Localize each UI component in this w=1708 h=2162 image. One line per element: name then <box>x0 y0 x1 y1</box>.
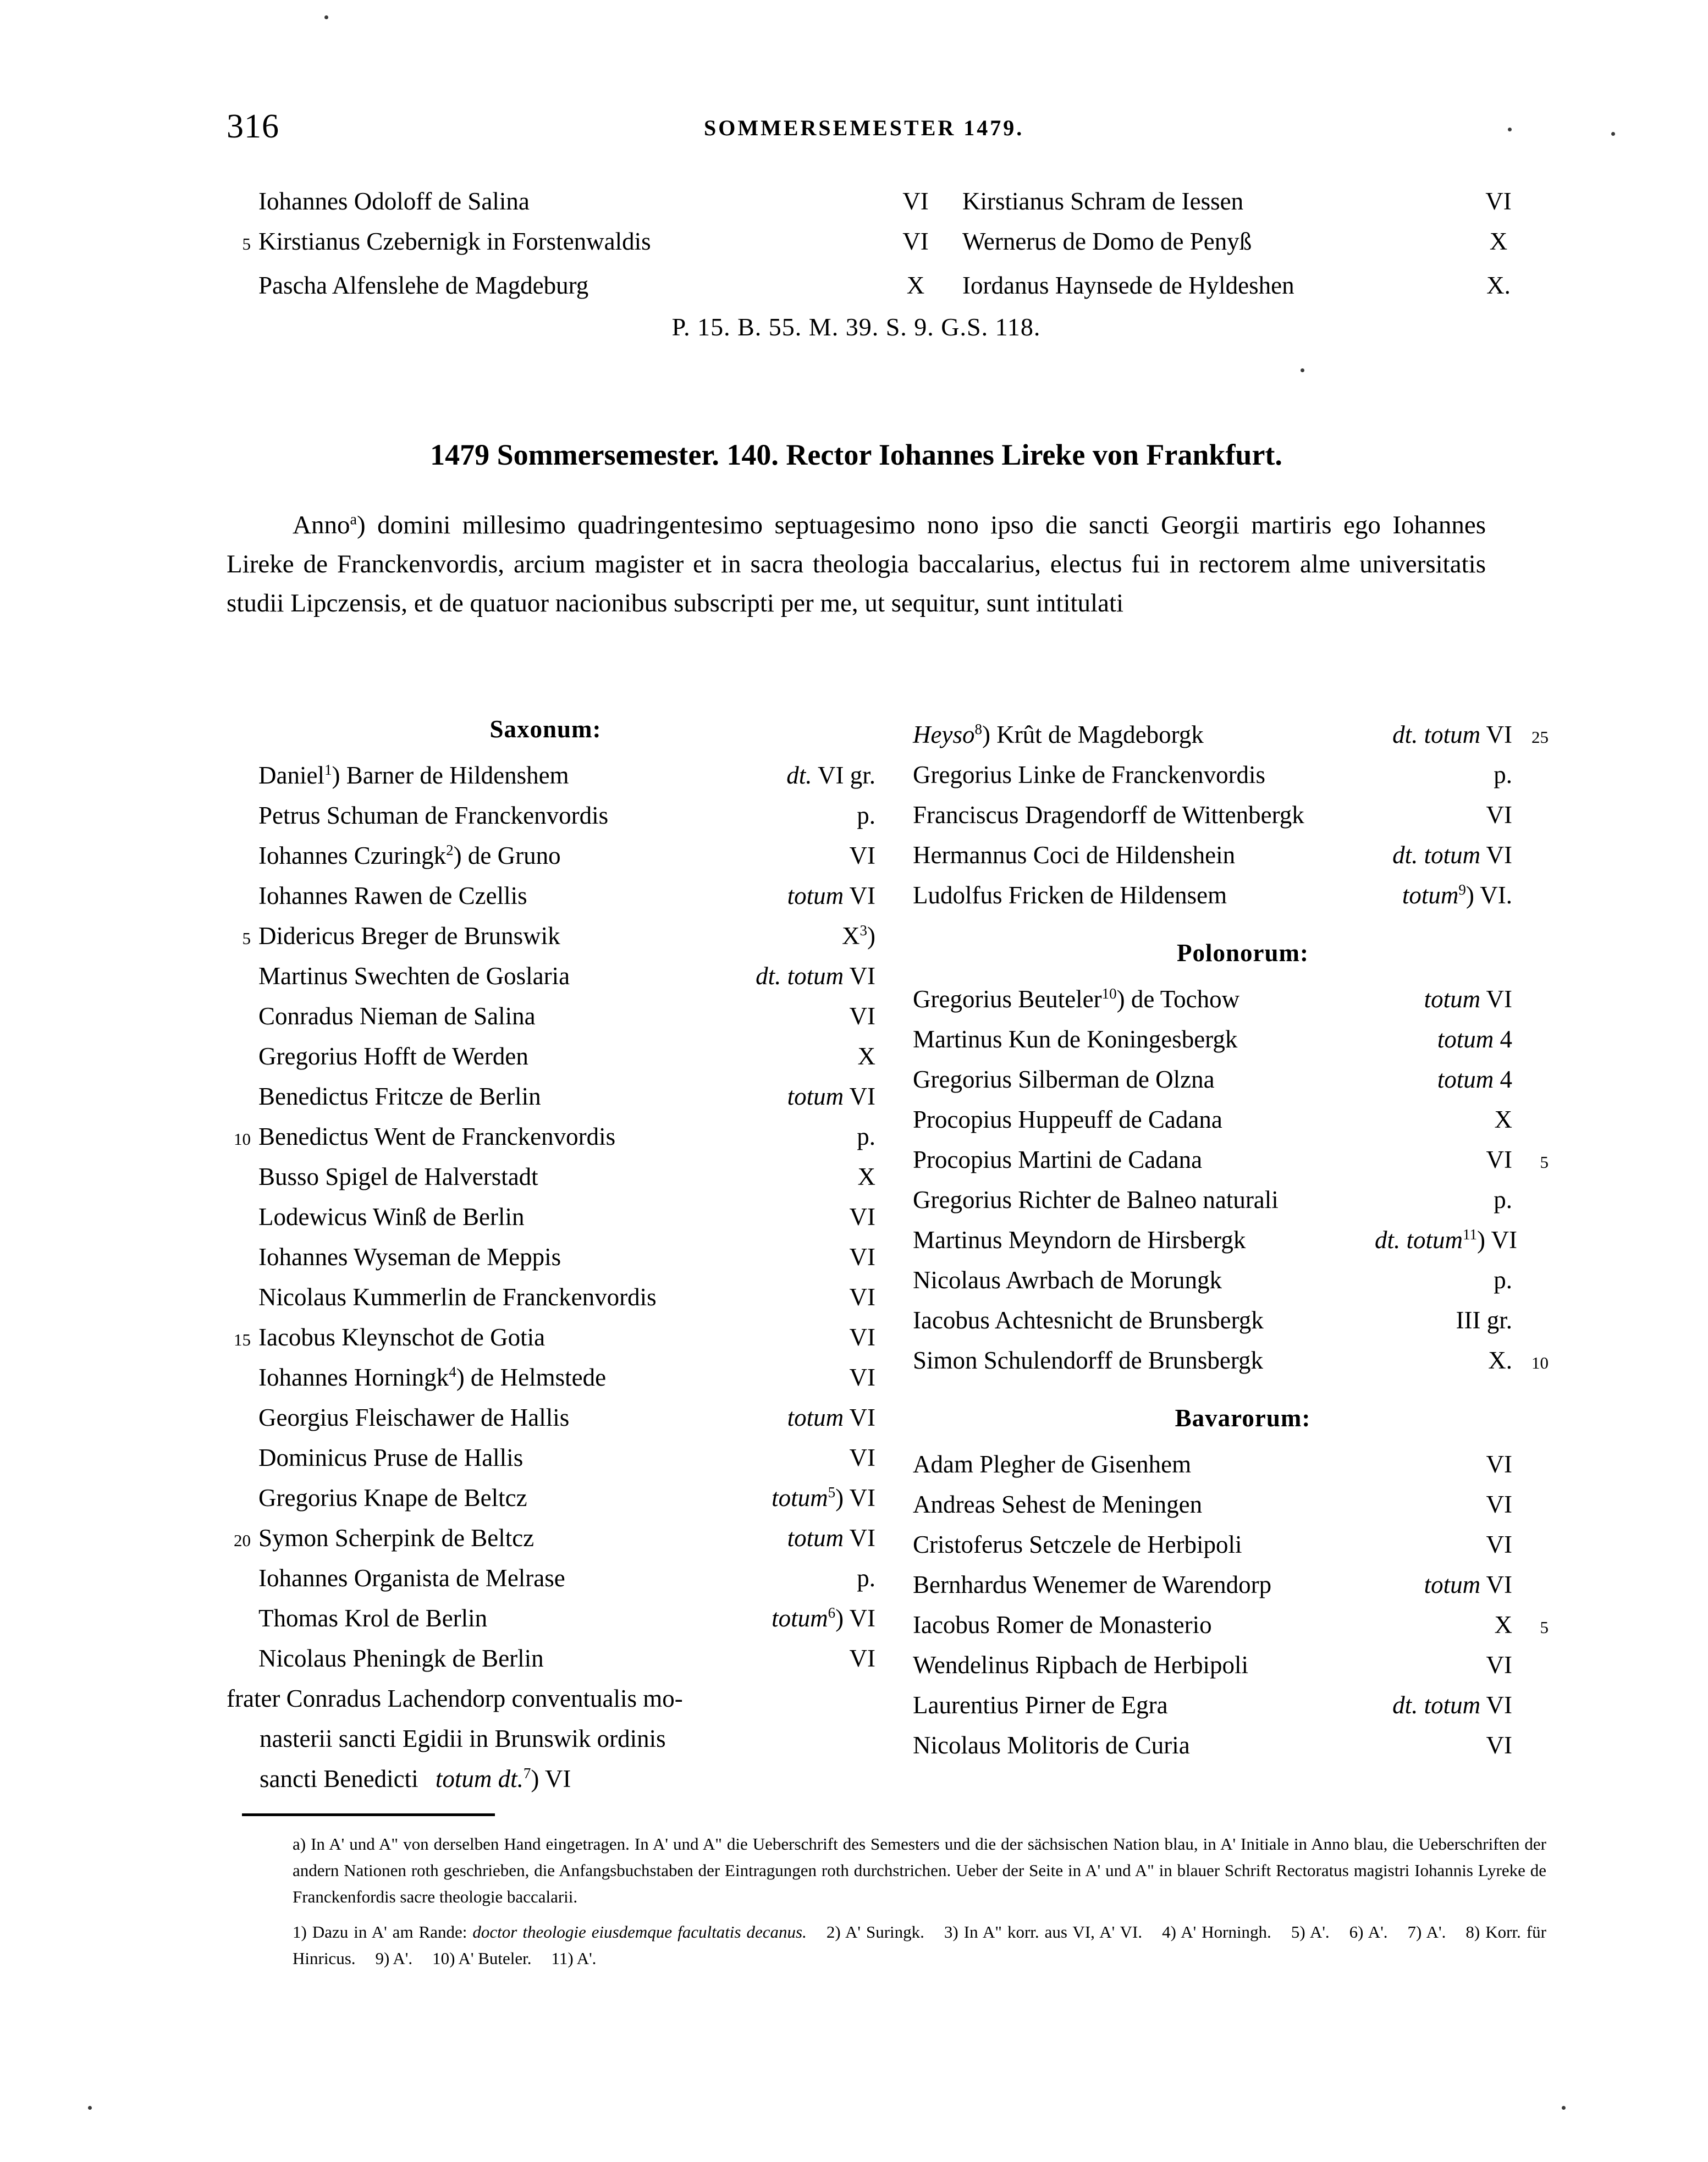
right-column <box>913 715 1573 1766</box>
marginal-line-number: 5 <box>1540 1618 1549 1637</box>
entry-sum <box>1364 1260 1512 1300</box>
entry-sum-roman: VI <box>849 1524 875 1552</box>
list-item <box>227 796 875 836</box>
entry-sum-roman: VI <box>849 1283 875 1311</box>
list-item <box>913 795 1573 835</box>
entry-sum-roman: X <box>1494 1611 1512 1639</box>
wrapped-entry-sum <box>425 1765 571 1793</box>
entry-sum: $X^3$) <box>842 922 875 950</box>
line-number: 15 <box>234 1330 251 1349</box>
footnote-marker: 5 <box>828 1484 836 1501</box>
footnote-8: 8) Korr. für Hinricus. <box>293 1922 1546 1968</box>
entry-name: Bernhardus Wenemer de Warendorp <box>913 1571 1272 1598</box>
list-item <box>227 1558 875 1598</box>
entry-sum-roman: X <box>1494 1106 1512 1133</box>
entry-name-right: Wernerus de Domo de Penyß <box>962 228 1252 255</box>
left-column <box>227 715 875 1799</box>
list-item <box>913 835 1573 875</box>
entry-sum-roman: VI <box>849 1083 875 1110</box>
list-item <box>913 1341 1573 1381</box>
entry-name: Cristoferus Setczele de Herbipoli <box>913 1531 1242 1558</box>
intro-lead: Anno <box>293 511 350 539</box>
wrapped-entry <box>227 1679 864 1799</box>
entry-sum-roman: p. <box>1494 1266 1512 1294</box>
entry-sum-roman: 4 <box>1500 1066 1512 1093</box>
entry-name: Daniel$^1$) Barner de Hildenshem <box>258 762 569 789</box>
list-item <box>227 1478 875 1518</box>
entry-sum <box>705 996 875 1036</box>
list-item <box>913 1685 1573 1725</box>
footnote-marker: 8 <box>974 721 982 737</box>
list-item <box>227 1358 875 1398</box>
entry-sum-roman: X <box>842 922 860 950</box>
entry-sum <box>705 1277 875 1317</box>
scan-speck <box>324 15 328 19</box>
entry-sum-roman: VI <box>1486 1731 1512 1759</box>
entry-sum <box>1364 1645 1512 1685</box>
entry-sum <box>1364 1725 1512 1766</box>
entry-sum-roman: VI <box>1486 1691 1512 1719</box>
entry-name-left: Iohannes Odoloff de Salina <box>258 187 530 215</box>
entry-sum <box>705 1036 875 1077</box>
entry-name: Ludolfus Fricken de Hildensem <box>913 881 1227 909</box>
bavarorum-list <box>913 1444 1573 1766</box>
entry-sum <box>705 1558 875 1598</box>
entry-sum-roman: VI <box>1486 841 1512 869</box>
entry-sum-roman: VI <box>849 1444 875 1471</box>
entry-sum-italic: dt. <box>786 762 812 789</box>
entry-name: Benedictus Went de Franckenvordis <box>258 1123 616 1150</box>
entry-name: Nicolaus Pheningk de Berlin <box>258 1645 544 1672</box>
entry-sum-right: X. <box>1486 272 1511 299</box>
entry-sum-roman: VI <box>849 1364 875 1391</box>
entry-sum <box>1364 1180 1512 1220</box>
entry-sum-roman: VI <box>849 882 875 909</box>
entry-sum-roman: III gr. <box>1456 1306 1512 1334</box>
list-item <box>913 1140 1573 1180</box>
entry-sum-roman: VI <box>849 1002 875 1030</box>
entry-sum <box>705 1317 875 1358</box>
entry-sum-italic: totum <box>787 882 844 909</box>
footnote-rule <box>242 1813 495 1816</box>
entry-sum-italic: dt. totum <box>1375 1226 1463 1254</box>
entry-sum-roman: X <box>857 1163 875 1190</box>
entry-sum-roman: VI <box>849 1404 875 1431</box>
list-item <box>913 1180 1573 1220</box>
list-item <box>227 836 875 876</box>
list-item <box>913 1300 1573 1341</box>
marginal-line-number: 5 <box>1540 1152 1549 1172</box>
list-item <box>227 916 875 956</box>
entry-sum <box>705 1438 875 1478</box>
entry-sum-italic: totum <box>1402 881 1459 909</box>
footnote-7: 7) A'. <box>1407 1922 1446 1942</box>
entry-name: Gregorius Knape de Beltcz <box>258 1484 527 1512</box>
footnote-marker: 6 <box>828 1604 836 1621</box>
entry-sum-roman: p. <box>857 1564 875 1592</box>
entry-sum <box>705 755 875 796</box>
entry-name: Thomas Krol de Berlin <box>258 1604 488 1632</box>
section-title: 1479 Sommersemester. 140. Rector Iohannes Lireke von Frankfurt. <box>430 438 1282 471</box>
entry-name-italic: Heyso <box>913 721 975 748</box>
entry-name: Iacobus Achtesnicht de Brunsbergk <box>913 1306 1264 1334</box>
list-item <box>913 1019 1573 1060</box>
list-item <box>913 1220 1573 1260</box>
list-item <box>913 1525 1573 1565</box>
polonorum-list <box>913 979 1573 1381</box>
entry-sum-roman: X. <box>1488 1347 1512 1374</box>
entry-name: Iohannes Organista de Melrase <box>258 1564 565 1592</box>
running-head <box>0 110 1708 143</box>
entry-sum <box>1364 1685 1512 1725</box>
entry-sum-left: X <box>906 272 925 299</box>
line-number: 20 <box>234 1531 251 1550</box>
entry-name-right: Kirstianus Schram de Iessen <box>962 187 1244 215</box>
footnote-1-italic: doctor theologie eiusdemque facultatis decanus. <box>472 1922 807 1942</box>
footnote-9: 9) A'. <box>375 1949 413 1968</box>
entry-sum-roman: VI <box>1486 1651 1512 1679</box>
list-item <box>913 1100 1573 1140</box>
entry-sum-left: VI <box>902 187 929 215</box>
entry-sum-italic: dt. totum <box>1392 1691 1481 1719</box>
entry-name: Gregorius Hofft de Werden <box>258 1043 528 1070</box>
entry-sum <box>705 836 875 876</box>
entry-name-left: Pascha Alfenslehe de Magdeburg <box>258 272 589 299</box>
entry-sum: totum$^9$) VI. <box>1402 881 1512 909</box>
list-item <box>227 1036 875 1077</box>
entry-sum <box>705 1117 875 1157</box>
entry-sum <box>1364 1444 1512 1485</box>
intro-paragraph <box>227 506 1486 623</box>
list-item <box>227 996 875 1036</box>
list-item <box>227 1277 875 1317</box>
entry-name: Hermannus Coci de Hildenshein <box>913 841 1236 869</box>
entry-sum <box>1364 979 1512 1019</box>
entry-name: Procopius Huppeuff de Cadana <box>913 1106 1222 1133</box>
list-item <box>227 1639 875 1679</box>
list-item <box>913 875 1573 915</box>
wrapped-entry-line2: nasterii sancti Egidii in Brunswik ordinis <box>260 1725 666 1752</box>
entry-sum-roman: VI <box>849 1203 875 1231</box>
entry-name: Franciscus Dragendorff de Wittenbergk <box>913 801 1304 829</box>
totals-line: P. 15. B. 55. M. 39. S. 9. G.S. 118. <box>671 313 1041 341</box>
footnote-marker: 10 <box>1101 985 1117 1002</box>
entry-name: Nicolaus Molitoris de Curia <box>913 1731 1190 1759</box>
entry-sum-roman: VI <box>849 842 875 869</box>
entry-name: Lodewicus Winß de Berlin <box>258 1203 525 1231</box>
entry-sum <box>1364 1485 1512 1525</box>
entry-name: Wendelinus Ripbach de Herbipoli <box>913 1651 1248 1679</box>
list-item <box>913 1444 1573 1485</box>
footnote-marker: 3 <box>859 922 867 939</box>
entry-name: Iohannes Wyseman de Meppis <box>258 1243 561 1271</box>
entry-sum-roman: p. <box>857 802 875 829</box>
entry-sum-roman: VI. <box>1480 881 1512 909</box>
entry-name: Iacobus Romer de Monasterio <box>913 1611 1212 1639</box>
intro-body: ) domini millesimo quadringentesimo septuagesimo nono ipso die sancti Georgii martiris ego Iohannes Lireke de Franckenvordis, arcium magister et in sacra theologia baccalarius, electus fui in rectorem alme universitatis studii Lipczensis, et de quatuor nacionibus subscripti per me, ut sequitur, sunt intitulati <box>227 511 1486 617</box>
entry-sum-roman: VI <box>849 1645 875 1672</box>
entry-sum <box>705 1518 875 1558</box>
entry-name-left: Kirstianus Czebernigk in Forstenwaldis <box>258 228 651 255</box>
entry-sum-italic: totum <box>787 1404 844 1431</box>
list-item <box>227 956 875 996</box>
entry-sum-roman: VI <box>1486 1146 1512 1173</box>
list-item <box>227 1518 875 1558</box>
entry-sum <box>705 1197 875 1237</box>
footnote-marker-7: 7 <box>523 1765 531 1782</box>
entry-sum-roman: p. <box>857 1123 875 1150</box>
entry-sum-italic: totum <box>1424 985 1481 1013</box>
entry-sum <box>705 1077 875 1117</box>
footnote-marker: 1 <box>324 762 332 778</box>
entry-name: Martinus Kun de Koningesbergk <box>913 1025 1238 1053</box>
list-item <box>913 1485 1573 1525</box>
entry-name: Adam Plegher de Gisenhem <box>913 1450 1192 1478</box>
footnote-numbered-list <box>227 1919 1546 1972</box>
entry-name: Martinus Meyndorn de Hirsbergk <box>913 1226 1246 1254</box>
table-row <box>227 266 1511 306</box>
entry-sum <box>705 1358 875 1398</box>
footnote-4: 4) A' Horningh. <box>1162 1922 1271 1942</box>
wrapped-entry-line3-row <box>227 1759 864 1799</box>
entry-sum-italic: dt. totum <box>1392 841 1481 869</box>
entry-sum-roman: VI <box>1486 985 1512 1013</box>
entry-sum-right: X <box>1489 228 1508 255</box>
entry-sum-roman: VI <box>1486 1571 1512 1598</box>
footnote-marker: 4 <box>449 1364 456 1380</box>
list-item <box>913 979 1573 1019</box>
entry-sum-roman: VI <box>1486 801 1512 829</box>
entry-sum-roman: p. <box>1494 761 1512 788</box>
footnote-3: 3) In A" korr. aus VI, A' VI. <box>944 1922 1143 1942</box>
entry-sum-roman: VI gr. <box>818 762 875 789</box>
entry-name: Simon Schulendorff de Brunsbergk <box>913 1347 1264 1374</box>
wrapped-entry-sum-italic: totum dt. <box>435 1765 524 1793</box>
entry-sum <box>1364 1525 1512 1565</box>
nation-heading-saxonum: Saxonum: <box>489 715 602 743</box>
entry-sum: totum$^6$) VI <box>772 1604 875 1632</box>
entry-sum <box>705 1639 875 1679</box>
right-saxonum-list <box>913 715 1573 915</box>
entry-sum-roman: VI <box>849 1243 875 1271</box>
entry-sum <box>1364 1019 1512 1060</box>
entry-name: Martinus Swechten de Goslaria <box>258 962 570 990</box>
wrapped-entry-sum-roman: ) VI <box>531 1765 571 1793</box>
list-item <box>227 1117 875 1157</box>
entry-name: Gregorius Beuteler$^{10}$) de Tochow <box>913 985 1240 1013</box>
entry-name: Iohannes Horningk$^4$) de Helmstede <box>258 1364 607 1391</box>
entry-sum <box>705 956 875 996</box>
entry-sum-italic: dt. totum <box>756 962 844 990</box>
entry-sum-roman: VI <box>849 1323 875 1351</box>
entry-sum-roman: VI <box>1486 1491 1512 1518</box>
list-item <box>227 1157 875 1197</box>
entry-sum-roman: VI <box>849 962 875 990</box>
footnote-1-pre: 1) Dazu in A' am Rande: <box>293 1922 473 1942</box>
line-number: 10 <box>234 1129 251 1149</box>
entry-sum-italic: totum <box>772 1484 828 1512</box>
entry-name: Laurentius Pirner de Egra <box>913 1691 1168 1719</box>
entry-name: Busso Spigel de Halverstadt <box>258 1163 538 1190</box>
entry-sum-italic: totum <box>1424 1571 1481 1598</box>
entry-name: Iacobus Kleynschot de Gotia <box>258 1323 546 1351</box>
entry-sum-roman: VI <box>1491 1226 1517 1254</box>
table-row <box>227 181 1512 222</box>
entry-sum <box>705 1398 875 1438</box>
footnote-block <box>227 1831 1546 1981</box>
table-row <box>227 222 1508 266</box>
list-item <box>913 1605 1573 1645</box>
footnote-5: 5) A'. <box>1291 1922 1330 1942</box>
list-item <box>227 1237 875 1277</box>
scan-speck <box>88 2106 92 2110</box>
entry-name: Didericus Breger de Brunswik <box>258 922 560 950</box>
page-number: 316 <box>227 108 279 145</box>
entry-sum-italic: dt. totum <box>1392 721 1481 748</box>
footnote-marker-a: a <box>350 511 357 528</box>
entry-sum <box>1364 1565 1512 1605</box>
entry-sum <box>1364 1140 1512 1180</box>
footnote-marker: 11 <box>1463 1226 1478 1243</box>
list-item <box>227 1077 875 1117</box>
entry-sum-right: VI <box>1485 187 1512 215</box>
entry-sum-roman: VI <box>849 1604 875 1632</box>
entry-name: Georgius Fleischawer de Hallis <box>258 1404 570 1431</box>
footnote-marker: 2 <box>446 842 454 858</box>
entry-sum-roman: p. <box>1494 1186 1512 1214</box>
list-item <box>227 1598 875 1639</box>
list-item <box>227 1317 875 1358</box>
entry-sum <box>1364 835 1512 875</box>
list-item <box>227 876 875 916</box>
line-number: 5 <box>242 234 251 253</box>
entry-sum <box>1364 1605 1512 1645</box>
entry-sum-roman: VI <box>1486 1531 1512 1558</box>
wrapped-entry-line3: sancti Benedicti <box>260 1765 418 1793</box>
footnote-11: 11) A'. <box>551 1949 597 1968</box>
entry-sum <box>705 1157 875 1197</box>
entry-name: Gregorius Silberman de Olzna <box>913 1066 1215 1093</box>
entry-name: Iohannes Rawen de Czellis <box>258 882 527 909</box>
entry-sum-roman: VI <box>1486 1450 1512 1478</box>
entry-sum-roman: 4 <box>1500 1025 1512 1053</box>
entry-sum-italic: totum <box>787 1083 844 1110</box>
left-entry-list <box>227 755 875 1679</box>
footnote-2: 2) A' Suringk. <box>826 1922 924 1942</box>
entry-sum-roman: X <box>857 1043 875 1070</box>
entry-name: Nicolaus Kummerlin de Franckenvordis <box>258 1283 657 1311</box>
entry-sum <box>705 796 875 836</box>
entry-sum <box>1364 1060 1512 1100</box>
footnote-6: 6) A'. <box>1349 1922 1388 1942</box>
line-number: 5 <box>242 929 251 948</box>
footnote-10: 10) A' Buteler. <box>432 1949 532 1968</box>
entry-name-right: Iordanus Haynsede de Hyldeshen <box>962 272 1294 299</box>
entry-sum <box>1364 795 1512 835</box>
entry-sum: totum$^5$) VI <box>772 1484 875 1512</box>
scan-speck <box>1301 368 1304 372</box>
list-item <box>227 1438 875 1478</box>
entry-sum <box>1364 1100 1512 1140</box>
marginal-line-number: 25 <box>1531 727 1549 747</box>
list-item <box>913 1725 1573 1766</box>
entry-name: Benedictus Fritcze de Berlin <box>258 1083 541 1110</box>
list-item <box>913 1565 1573 1605</box>
marginal-line-number: 10 <box>1531 1353 1549 1372</box>
entry-sum-italic: totum <box>772 1604 828 1632</box>
list-item <box>227 1197 875 1237</box>
nation-heading-bavarorum: Bavarorum: <box>1175 1404 1311 1432</box>
list-item <box>227 755 875 796</box>
entry-name: Dominicus Pruse de Hallis <box>258 1444 524 1471</box>
entry-sum-roman: VI <box>849 1484 875 1512</box>
entry-name: Nicolaus Awrbach de Morungk <box>913 1266 1222 1294</box>
list-item <box>227 1398 875 1438</box>
entry-sum <box>705 876 875 916</box>
entry-name: Iohannes Czuringk$^2$) de Gruno <box>258 842 561 869</box>
entry-name: Conradus Nieman de Salina <box>258 1002 536 1030</box>
list-item <box>913 755 1573 795</box>
entry-sum-roman: VI <box>1486 721 1512 748</box>
entry-sum <box>1364 1300 1512 1341</box>
entry-name: Petrus Schuman de Franckenvordis <box>258 802 609 829</box>
entry-sum: dt. totum$^{11}$) VI <box>1375 1226 1517 1254</box>
list-item <box>913 1645 1573 1685</box>
list-item <box>913 1060 1573 1100</box>
nation-heading-polonorum: Polonorum: <box>1177 939 1309 967</box>
entry-sum <box>1364 715 1512 755</box>
running-title: SOMMERSEMESTER 1479. <box>704 115 1024 140</box>
entry-name: Heyso$^8$) Krût de Magdeborgk <box>913 721 1204 748</box>
footnote-marker: 9 <box>1458 881 1466 898</box>
entry-sum <box>1364 1341 1512 1381</box>
list-item <box>913 715 1573 755</box>
entry-sum-italic: totum <box>1437 1025 1494 1053</box>
entry-name: Gregorius Linke de Franckenvordis <box>913 761 1266 788</box>
entry-sum-italic: totum <box>1437 1066 1494 1093</box>
entry-name: Andreas Sehest de Meningen <box>913 1491 1203 1518</box>
footnote-a: a) In A' und A" von derselben Hand eingetragen. In A' und A" die Ueberschrift des Semesters und die der sächsischen Nation blau, in A' Initiale in Anno blau, die Ueberschriften der andern Nationen roth geschrieben, die Anfangsbuchstaben der Eintragungen roth durchstrichen. Ueber der Seite in A' und A" in blauer Schrift Rectoratus magistri Iohannis Lyreke de Franckenfordis sacre theologie baccalarii. <box>293 1834 1546 1906</box>
entry-sum <box>1364 755 1512 795</box>
list-item <box>913 1260 1573 1300</box>
entry-name: Symon Scherpink de Beltcz <box>258 1524 535 1552</box>
entry-name: Gregorius Richter de Balneo naturali <box>913 1186 1279 1214</box>
carryover-list <box>227 181 1512 306</box>
wrapped-entry-line1: frater Conradus Lachendorp conventualis mo- <box>227 1685 683 1712</box>
scan-speck <box>1562 2106 1566 2110</box>
entry-sum-italic: totum <box>787 1524 844 1552</box>
entry-name: Procopius Martini de Cadana <box>913 1146 1203 1173</box>
entry-sum <box>705 1237 875 1277</box>
entry-sum-left: VI <box>902 228 929 255</box>
